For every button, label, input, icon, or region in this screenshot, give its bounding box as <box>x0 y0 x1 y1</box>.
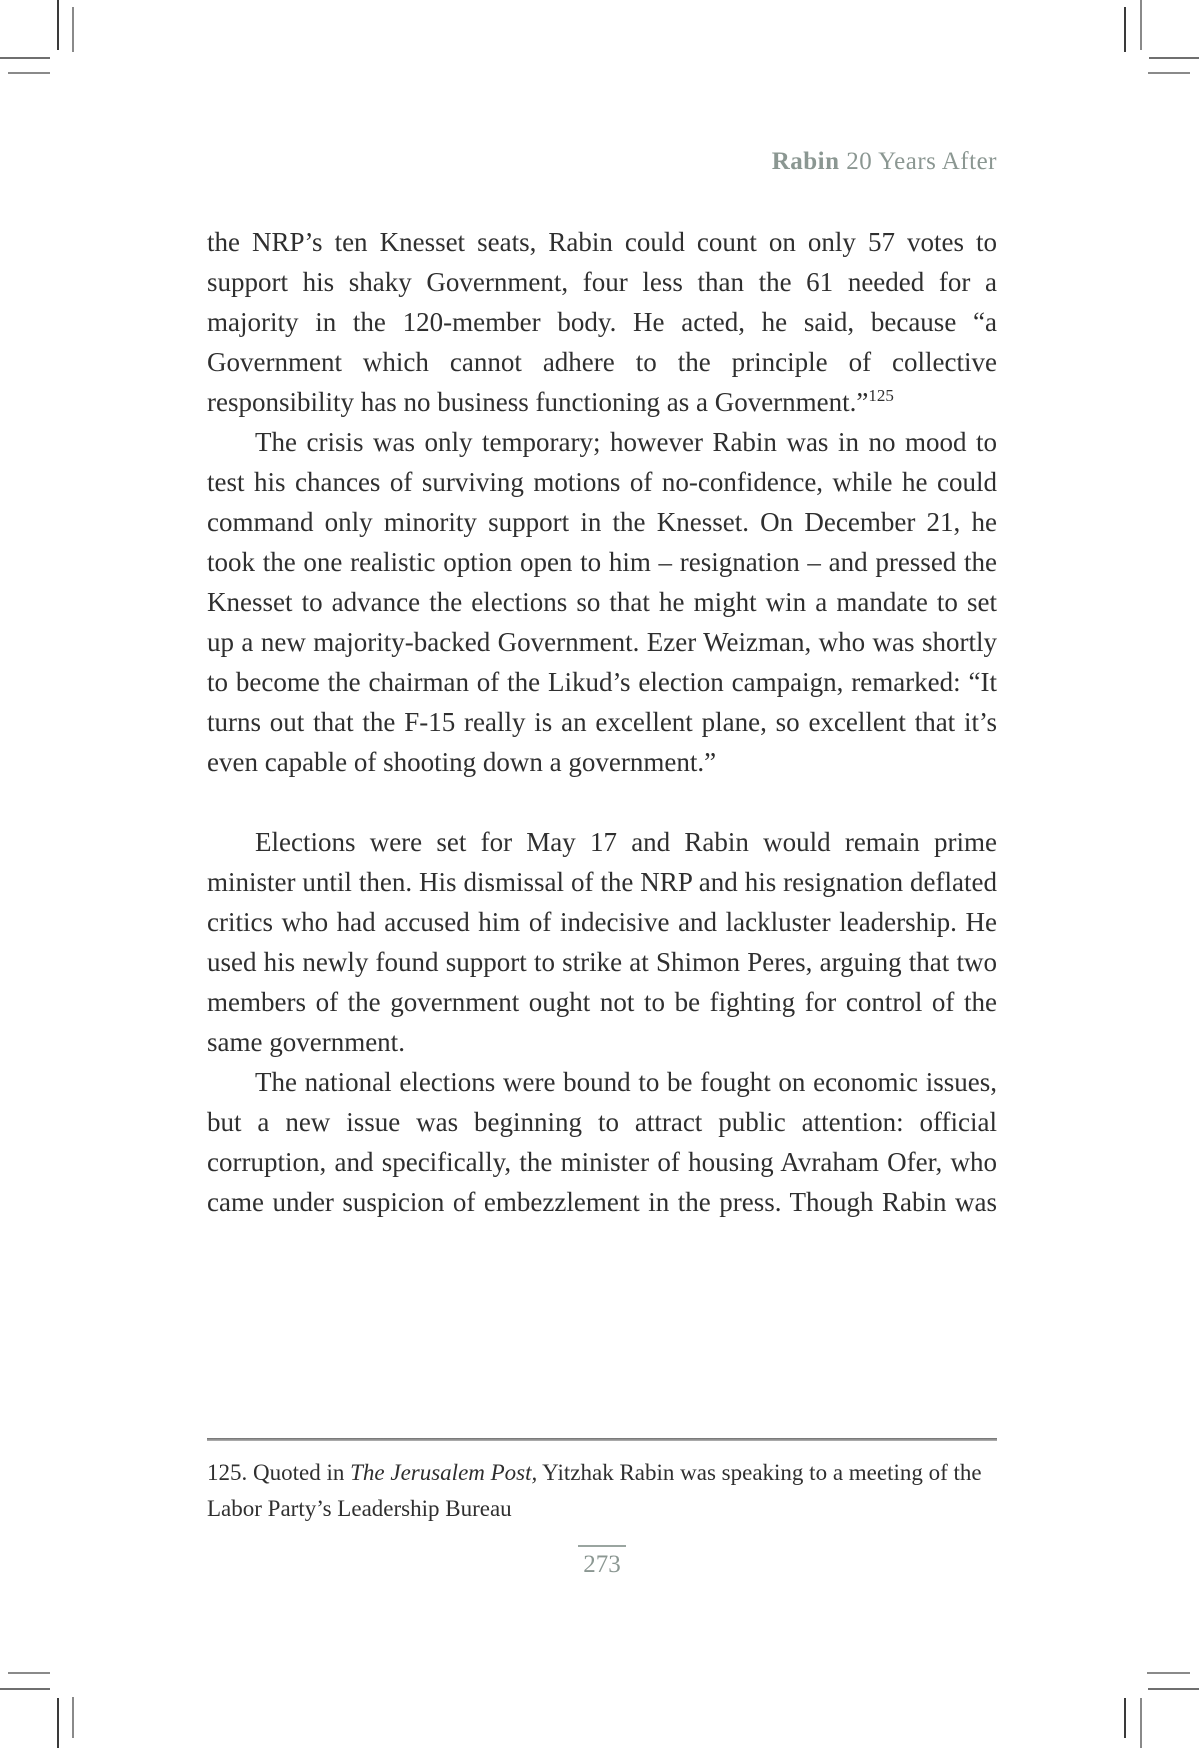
crop-mark-bottom-right-h1 <box>1147 1672 1190 1674</box>
crop-mark-top-right-h2 <box>1148 72 1190 74</box>
footnote-work-title: The Jerusalem Post, <box>350 1460 538 1485</box>
body-text <box>207 222 997 1222</box>
paragraph-3: Elections were set for May 17 and Rabin would remain prime minister until then. His dismissal of the NRP and his resignation deflated critics who had accused him of indecisive and lackluster leadership. He used his newly found support to strike at Shimon Peres, arguing that two members of the government ought not to be fighting for control of the same government. <box>207 827 997 1057</box>
page-number-rule <box>578 1545 626 1547</box>
crop-mark-bottom-left-h2 <box>0 1688 50 1690</box>
running-header-subtitle: 20 Years After <box>839 148 997 175</box>
page-number: 273 <box>583 1551 621 1578</box>
running-header <box>207 145 997 178</box>
crop-mark-bottom-right-v1 <box>1124 1698 1126 1738</box>
footnote-separator-rule <box>207 1438 997 1441</box>
crop-mark-top-left-v1 <box>57 0 59 50</box>
footnote-block <box>207 1438 997 1527</box>
footnote-suffix: Yitzhak Rabin was speaking to a meeting of the Labor Party’s Leadership Bureau <box>207 1460 982 1521</box>
page-number-block <box>207 1545 997 1580</box>
section-break <box>207 782 997 822</box>
crop-mark-top-right-v2 <box>1140 0 1142 50</box>
footnote-reference-125: 125 <box>868 386 894 405</box>
crop-mark-bottom-right-v2 <box>1140 1698 1142 1748</box>
crop-mark-top-left-v2 <box>72 7 74 52</box>
crop-mark-top-left-h1 <box>0 57 50 59</box>
crop-mark-top-right-h1 <box>1149 57 1199 59</box>
crop-mark-bottom-right-h2 <box>1148 1688 1199 1690</box>
text-column <box>207 145 997 1222</box>
paragraph-1 <box>207 222 997 422</box>
crop-mark-bottom-left-v1 <box>57 1698 59 1748</box>
crop-mark-bottom-left-h1 <box>8 1672 50 1674</box>
crop-mark-top-left-h2 <box>8 72 50 74</box>
paragraph-1-text: the NRP’s ten Knesset seats, Rabin could count on only 57 votes to support his shaky Government, four less than the 61 needed for a majority in the 120-member body. He acted, he said, because “a Government which cannot adhere to the principle of collective responsibility has no business functioning as a Government.” <box>207 227 997 417</box>
crop-mark-bottom-left-v2 <box>72 1697 74 1738</box>
paragraph-2: The crisis was only temporary; however Rabin was in no mood to test his chances of surviving motions of no-confidence, while he could command only minority support in the Knesset. On December 21, he took the one realistic option open to him – resignation – and pressed the Knesset to advance the elections so that he might win a mandate to set up a new majority-backed Government. Ezer Weizman, who was shortly to become the chairman of the Likud’s election campaign, remarked: “It turns out that the F-15 really is an excellent plane, so excellent that it’s even capable of shooting down a government.” <box>207 427 997 777</box>
footnote-prefix: 125. Quoted in <box>207 1460 351 1485</box>
crop-mark-top-right-v1 <box>1124 7 1126 52</box>
footnote-text <box>207 1455 997 1527</box>
running-header-book-title: Rabin <box>771 148 840 175</box>
paragraph-4: The national elections were bound to be fought on economic issues, but a new issue was beginning to attract public attention: official corruption, and specifically, the minister of housing Avraham Ofer, who came under suspicion of embezzlement in the press. Though Rabin was <box>207 1067 997 1217</box>
